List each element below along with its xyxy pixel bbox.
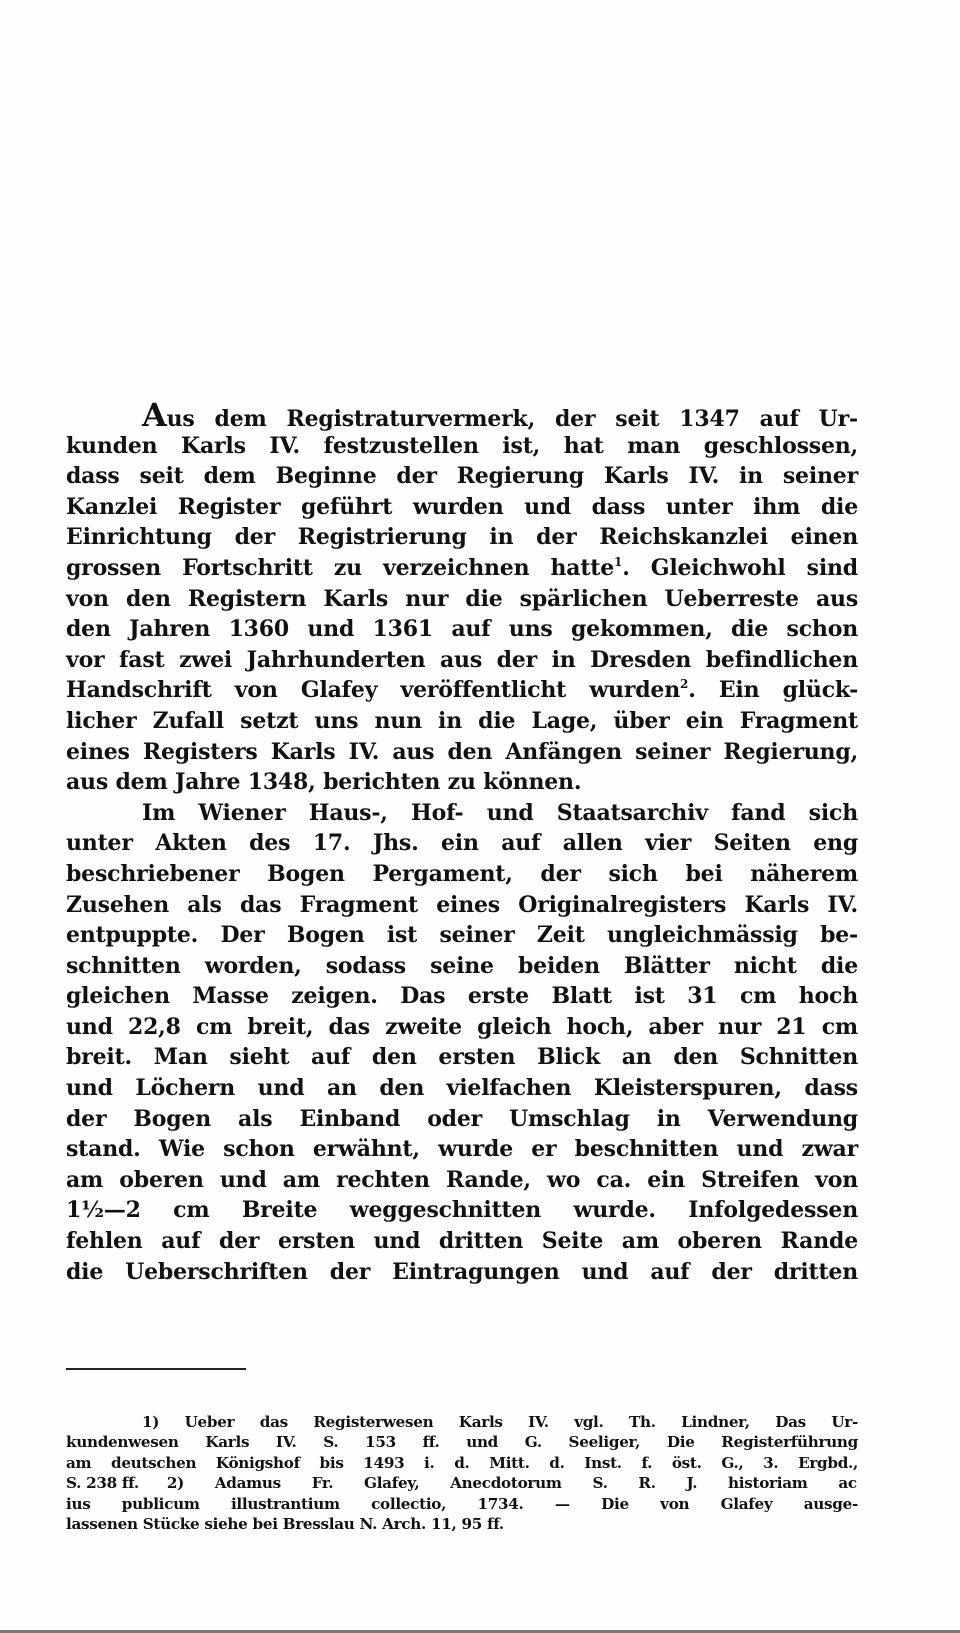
text-line: Handschrift von Glafey veröffentlicht wurden$^2$. Ein glück- bbox=[66, 677, 859, 704]
text-line: unter Akten des 17. Jhs. ein auf allen vier Seiten eng bbox=[66, 830, 858, 857]
footnote-line: am deutschen Königshof bis 1493 i. d. Mitt. d. Inst. f. öst. G., 3. Ergbd., bbox=[66, 1453, 858, 1472]
text-line: beschriebener Bogen Pergament, der sich bei näherem bbox=[66, 860, 858, 887]
text-line: grossen Fortschritt zu verzeichnen hatte$^1$. Gleichwohl sind bbox=[66, 554, 858, 581]
text-line: schnitten worden, sodass seine beiden Blätter nicht die bbox=[66, 952, 858, 979]
text-line: Aus dem Registraturvermerk, der seit 1347 auf Ur- bbox=[142, 396, 858, 434]
text-line: entpuppte. Der Bogen ist seiner Zeit ungleichmässig be- bbox=[66, 922, 858, 949]
text-line: vor fast zwei Jahrhunderten aus der in Dresden befindlichen bbox=[66, 646, 858, 673]
text-line: von den Registern Karls nur die spärlichen Ueberreste aus bbox=[66, 585, 858, 612]
text-line: und Löchern und an den vielfachen Kleisterspuren, dass bbox=[66, 1075, 858, 1102]
text-line: eines Registers Karls IV. aus den Anfängen seiner Regierung, bbox=[66, 738, 858, 765]
text-line: den Jahren 1360 und 1361 auf uns gekommen, die schon bbox=[66, 616, 858, 643]
footnote-line: kundenwesen Karls IV. S. 153 ff. und G. Seeliger, Die Registerführung bbox=[66, 1433, 858, 1452]
text-line: aus dem Jahre 1348, berichten zu können. bbox=[66, 769, 582, 796]
text-line: fehlen auf der ersten und dritten Seite am oberen Rande bbox=[66, 1228, 858, 1255]
footnote-line: lassenen Stücke siehe bei Bresslau N. Arch. 11, 95 ff. bbox=[66, 1514, 504, 1533]
text-line: Einrichtung der Registrierung in der Reichskanzlei einen bbox=[66, 524, 858, 551]
text-line: Zusehen als das Fragment eines Originalregisters Karls IV. bbox=[66, 891, 858, 918]
footnote-ref-2: 2 bbox=[680, 677, 689, 692]
text-line: der Bogen als Einband oder Umschlag in Verwendung bbox=[66, 1105, 858, 1132]
main-text bbox=[66, 396, 859, 1287]
text-line: gleichen Masse zeigen. Das erste Blatt ist 31 cm hoch bbox=[66, 983, 858, 1010]
text-line: dass seit dem Beginne der Regierung Karls IV. in seiner bbox=[66, 463, 858, 490]
text-line: breit. Man sieht auf den ersten Blick an den Schnitten bbox=[66, 1044, 858, 1071]
text-line: am oberen und am rechten Rande, wo ca. ein Streifen von bbox=[66, 1166, 858, 1193]
text-line: stand. Wie schon erwähnt, wurde er beschnitten und zwar bbox=[66, 1136, 858, 1163]
text-line: licher Zufall setzt uns nun in die Lage, über ein Fragment bbox=[66, 707, 858, 734]
text-line: Im Wiener Haus-, Hof- und Staatsarchiv fand sich bbox=[142, 799, 858, 826]
footnote-divider bbox=[66, 1368, 246, 1370]
text-line: und 22,8 cm breit, das zweite gleich hoch, aber nur 21 cm bbox=[66, 1013, 858, 1040]
footnote-line: 1) Ueber das Registerwesen Karls IV. vgl. Th. Lindner, Das Ur- bbox=[142, 1413, 858, 1431]
footnotes bbox=[66, 1412, 858, 1534]
footnote-line: ius publicum illustrantium collectio, 1734. — Die von Glafey ausge- bbox=[66, 1494, 858, 1513]
text-line: die Ueberschriften der Eintragungen und auf der dritten bbox=[66, 1258, 858, 1285]
text-line: 1½—2 cm Breite weggeschnitten wurde. Infolgedessen bbox=[66, 1197, 858, 1224]
text-line: kunden Karls IV. festzustellen ist, hat man geschlossen, bbox=[66, 432, 858, 459]
text-line: Kanzlei Register geführt wurden und dass unter ihm die bbox=[66, 493, 858, 520]
drop-cap: A bbox=[142, 396, 167, 434]
footnote-line: S. 238 ff. 2) Adamus Fr. Glafey, Anecdotorum S. R. J. historiam ac bbox=[66, 1474, 857, 1493]
footnote-ref-1: 1 bbox=[614, 554, 623, 569]
